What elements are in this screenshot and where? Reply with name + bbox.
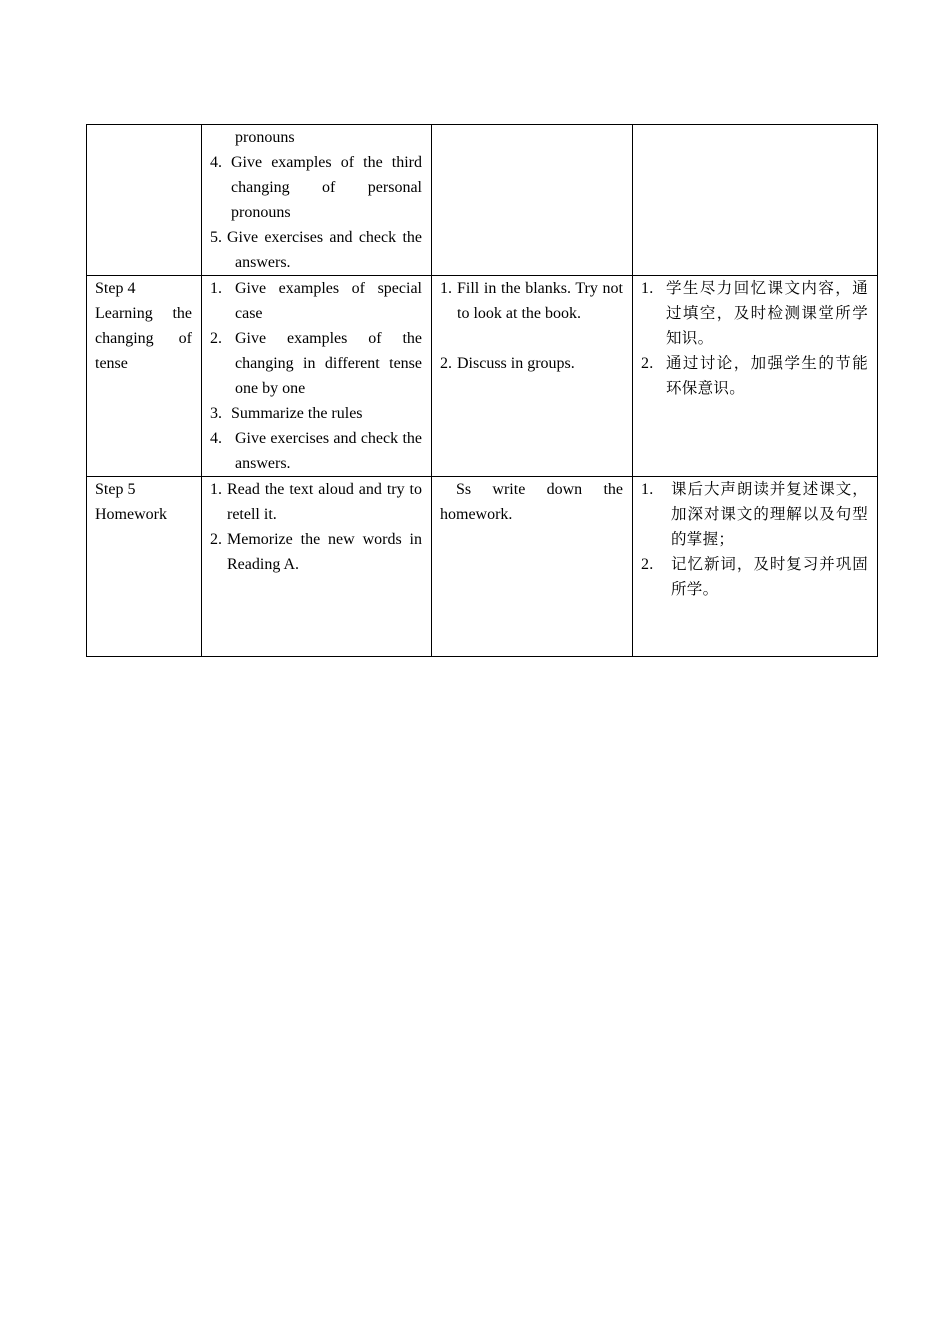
table-row	[87, 125, 878, 276]
table-row	[87, 276, 878, 477]
list-text: Read the text aloud and try to retell it.	[227, 481, 422, 523]
list-item	[210, 401, 422, 426]
student-activity-cell	[432, 276, 633, 477]
step-cell	[87, 276, 202, 477]
list-item	[210, 527, 422, 577]
step-title: Homework	[95, 506, 167, 523]
list-text: 通过讨论，加强学生的节能环保意识。	[666, 354, 868, 397]
purpose-cell	[633, 276, 878, 477]
list-text: Give examples of the third changing of personal pronouns	[231, 154, 422, 221]
list-item	[440, 276, 623, 326]
step-number: Step 4	[95, 280, 136, 297]
list-item	[641, 351, 868, 401]
step-number: Step 5	[95, 481, 136, 498]
student-activity-cell	[432, 125, 633, 276]
list-number: 2.	[641, 355, 654, 372]
list-item	[440, 351, 623, 376]
teacher-activity-cell	[202, 125, 432, 276]
list-text: Give examples of the changing in different tense one by one	[235, 330, 422, 397]
list-number: 4.	[210, 154, 222, 171]
list-item	[210, 276, 422, 326]
teacher-activity-cell	[202, 276, 432, 477]
lesson-plan-table	[86, 124, 878, 657]
list-item	[210, 477, 422, 527]
list-number: 2.	[440, 355, 452, 372]
step-title: Learning the changing of tense	[95, 305, 192, 372]
list-number: 2.	[641, 556, 654, 573]
step-cell	[87, 125, 202, 276]
list-number: 5.	[210, 229, 222, 246]
list-item	[641, 477, 868, 552]
list-number: 1.	[440, 280, 452, 297]
list-item	[210, 125, 422, 150]
list-number: 1.	[210, 481, 222, 498]
list-number: 1.	[641, 481, 654, 498]
purpose-cell	[633, 125, 878, 276]
list-number: 4.	[210, 430, 222, 447]
list-text: 课后大声朗读并复述课文，加深对课文的理解以及句型的掌握；	[671, 480, 868, 548]
list-text: pronouns	[235, 129, 295, 146]
purpose-cell	[633, 477, 878, 657]
list-text: Give exercises and check the answers.	[235, 430, 422, 472]
table-row	[87, 477, 878, 657]
list-item	[641, 276, 868, 351]
list-text: 学生尽力回忆课文内容，通过填空，及时检测课堂所学知识。	[666, 279, 868, 347]
list-number: 1.	[641, 280, 654, 297]
list-text: Discuss in groups.	[457, 355, 575, 372]
list-text: Memorize the new words in Reading A.	[227, 531, 422, 573]
list-item	[641, 552, 868, 602]
list-number: 2.	[210, 330, 222, 347]
list-number: 3.	[210, 405, 222, 422]
list-text: Give examples of special case	[235, 280, 422, 322]
list-text: Ss write down the homework.	[440, 481, 623, 523]
list-number: 2.	[210, 531, 222, 548]
list-text: Fill in the blanks. Try not to look at the book.	[457, 280, 623, 322]
teacher-activity-cell	[202, 477, 432, 657]
list-number: 1.	[210, 280, 222, 297]
list-item	[210, 150, 422, 225]
student-activity-cell	[432, 477, 633, 657]
list-text: Summarize the rules	[231, 405, 363, 422]
list-item	[210, 426, 422, 476]
step-cell	[87, 477, 202, 657]
spacer	[440, 326, 623, 351]
list-text: Give exercises and check the answers.	[227, 229, 422, 271]
list-text: 记忆新词，及时复习并巩固所学。	[671, 555, 868, 598]
list-item	[210, 326, 422, 401]
list-item	[210, 225, 422, 275]
